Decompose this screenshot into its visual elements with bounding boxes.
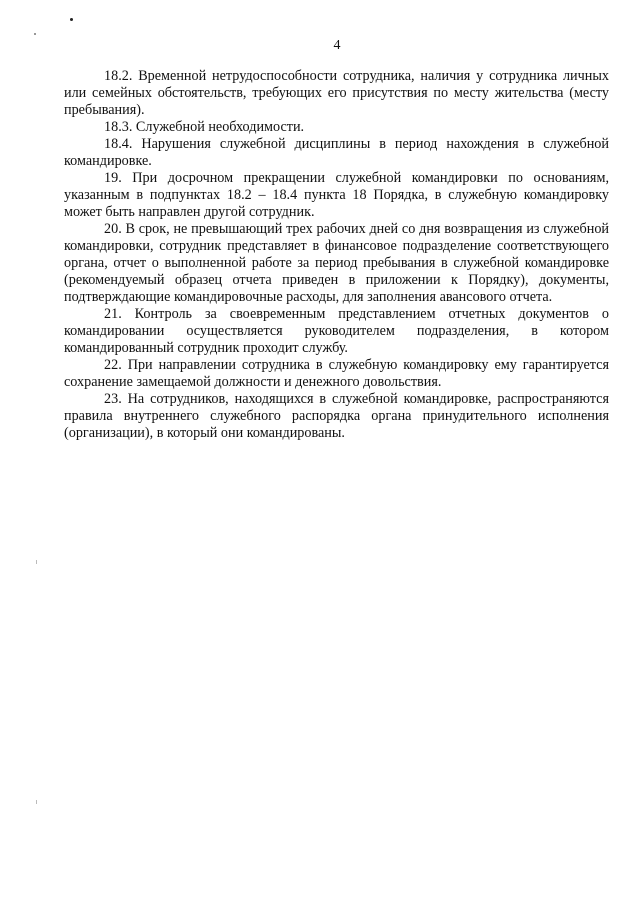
paragraph-22: 22. При направлении сотрудника в служебную командировку ему гарантируется сохранение замещаемой должности и денежного довольствия. bbox=[64, 357, 609, 390]
paragraph-20: 20. В срок, не превышающий трех рабочих дней со дня возвращения из служебной командировки, сотрудник представляет в финансовое подразделение соответствующего органа, отчет о выполненной работе за период пребывания в служебной командировке (рекомендуемый образец отчета приведен в приложении к Порядку), документы, подтверждающие командировочные расходы, для заполнения авансового отчета. bbox=[64, 221, 609, 305]
paragraph-18-3: 18.3. Служебной необходимости. bbox=[104, 119, 305, 135]
scan-margin-mark bbox=[36, 560, 37, 564]
paragraph-18-4: 18.4. Нарушения служебной дисциплины в период нахождения в служебной командировке. bbox=[64, 136, 609, 169]
paragraph-18-2: 18.2. Временной нетрудоспособности сотрудника, наличия у сотрудника личных или семейных обстоятельств, требующих его присутствия по месту жительства (месту пребывания). bbox=[64, 68, 609, 118]
paragraph-23: 23. На сотрудников, находящихся в служебной командировке, распространяются правила внутреннего служебного распорядка органа принудительного исполнения (организации), в который они командированы. bbox=[64, 391, 609, 441]
paragraph-19: 19. При досрочном прекращении служебной командировки по основаниям, указанным в подпунктах 18.2 – 18.4 пункта 18 Порядка, в служебную командировку может быть направлен другой сотрудник. bbox=[64, 170, 609, 220]
document-body bbox=[64, 68, 609, 442]
scan-speck bbox=[34, 33, 36, 35]
page-number: 4 bbox=[333, 38, 341, 53]
paragraph-21: 21. Контроль за своевременным представлением отчетных документов о командировании осуществляется руководителем подразделения, в котором командированный сотрудник проходит службу. bbox=[64, 306, 609, 356]
scan-speck bbox=[70, 18, 73, 21]
scan-margin-mark bbox=[36, 800, 37, 804]
